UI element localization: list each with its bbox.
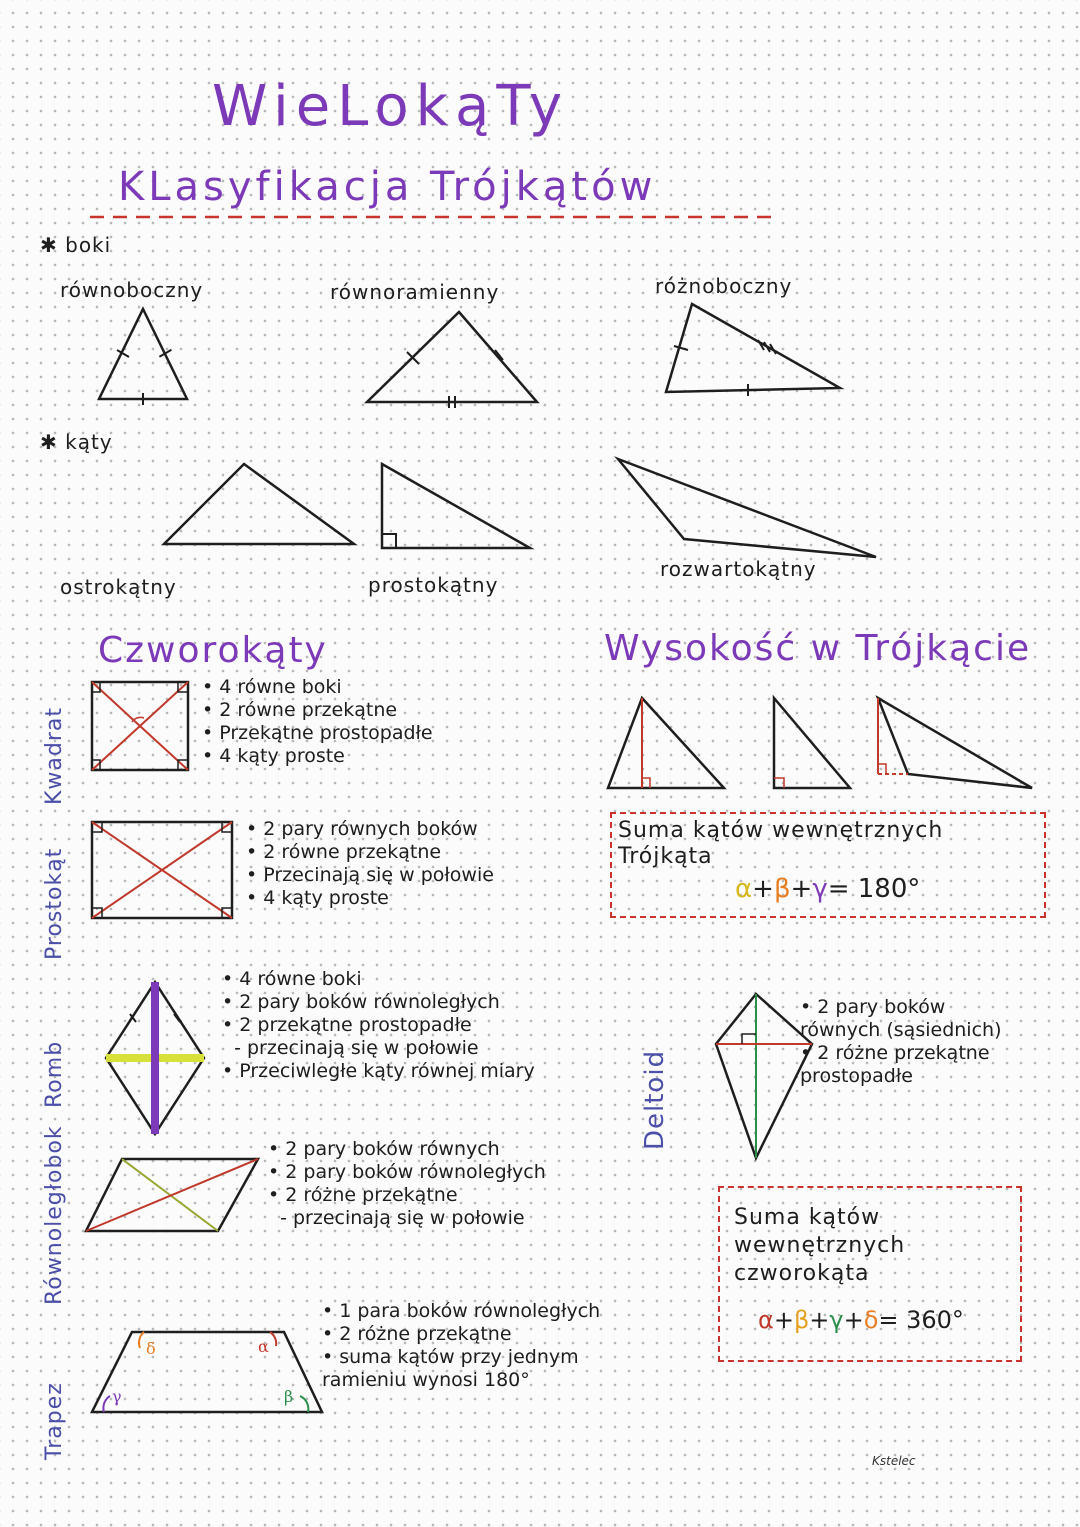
parallelogram-prop: - przecinają się w połowie: [280, 1207, 525, 1229]
square-prop: • 4 równe boki: [202, 676, 342, 698]
rectangle-prop: • Przecinają się w połowie: [246, 864, 494, 886]
trapezoid-properties: [322, 1300, 662, 1392]
angle-type-obtuse: rozwartokątny: [660, 557, 817, 581]
beta-symbol: β: [793, 1306, 810, 1334]
plus-symbol: +: [790, 874, 813, 904]
alpha-symbol: α: [758, 1306, 774, 1334]
deltoid-properties: [800, 996, 1050, 1088]
trapezoid-beta-label: β: [284, 1387, 294, 1406]
height-right-triangle: [770, 694, 860, 794]
gamma-symbol: γ: [812, 874, 828, 904]
alpha-symbol: α: [735, 874, 753, 904]
side-type-isosceles: równoramienny: [330, 280, 500, 304]
plus-symbol: +: [843, 1306, 864, 1334]
page-title: WieLokąTy: [212, 74, 569, 139]
trapezoid-gamma-label: γ: [112, 1387, 122, 1406]
rhombus-prop: • Przeciwległe kąty równej miary: [222, 1060, 535, 1082]
side-type-scalene: różnoboczny: [655, 274, 793, 298]
bullet-star-icon: ✱: [40, 233, 66, 257]
trapezoid-prop: • 2 różne przekątne: [322, 1323, 512, 1345]
trapezoid-delta-label: δ: [146, 1339, 156, 1358]
trapezoid-prop: • suma kątów przy jednym ramieniu wynosi 180°: [322, 1346, 579, 1391]
parallelogram-properties: [268, 1138, 546, 1230]
angle-type-acute: ostrokątny: [60, 575, 177, 599]
section-angles-heading: ✱ kąty: [40, 430, 113, 454]
rhombus-prop: • 2 przekątne prostopadłe: [222, 1014, 472, 1036]
quad-sum-formula: [758, 1306, 964, 1334]
rectangle-shape: [88, 818, 238, 923]
angle-type-right: prostokątny: [368, 573, 499, 597]
label-rownoleglobok: Równoległobok: [42, 1125, 67, 1305]
subtitle: KLasyfikacja Trójkątów: [118, 164, 657, 210]
beta-symbol: β: [773, 874, 791, 904]
label-deltoid: Deltoid: [640, 1049, 670, 1150]
deltoid-prop: • 2 różne przekątne prostopadłe: [800, 1042, 990, 1087]
plus-symbol: +: [809, 1306, 830, 1334]
plus-symbol: +: [773, 1306, 794, 1334]
parallelogram-shape: [82, 1155, 262, 1235]
triangle-sum-formula: [735, 874, 920, 904]
rhombus-prop: • 2 pary boków równoległych: [222, 991, 500, 1013]
acute-triangle: [160, 460, 360, 550]
parallelogram-prop: • 2 pary boków równych: [268, 1138, 500, 1160]
rectangle-prop: • 4 kąty proste: [246, 887, 389, 909]
square-prop: • 4 kąty proste: [202, 745, 345, 767]
square-properties: [202, 676, 433, 768]
parallelogram-prop: • 2 różne przekątne: [268, 1184, 458, 1206]
height-acute-triangle: [604, 694, 729, 794]
sum-value: = 360°: [878, 1306, 964, 1334]
trapezoid-prop: • 1 para boków równoległych: [322, 1300, 601, 1322]
quadrilaterals-heading: Czworokąty: [98, 630, 328, 671]
parallelogram-prop: • 2 pary boków równoległych: [268, 1161, 546, 1183]
bullet-star-icon: ✱: [40, 430, 66, 454]
square-shape: [88, 678, 198, 778]
trapezoid-shape: [88, 1328, 328, 1418]
deltoid-prop: • 2 pary boków równych (sąsiednich): [800, 996, 1002, 1041]
rectangle-prop: • 2 pary równych boków: [246, 818, 478, 840]
section-sides-heading: ✱ boki: [40, 233, 112, 257]
isosceles-triangle: [363, 308, 543, 408]
label-trapez: Trapez: [42, 1382, 67, 1460]
rhombus-shape: [100, 978, 210, 1138]
subtitle-underline: [90, 214, 790, 220]
height-obtuse-triangle: [868, 694, 1038, 794]
plus-symbol: +: [752, 874, 774, 904]
scalene-triangle: [662, 300, 862, 400]
rhombus-prop: - przecinają się w połowie: [234, 1037, 479, 1059]
side-type-equilateral: równoboczny: [60, 278, 204, 302]
height-heading: Wysokość w Trójkącie: [604, 628, 1032, 669]
rhombus-properties: [222, 968, 535, 1083]
gamma-symbol: γ: [829, 1306, 844, 1334]
obtuse-triangle: [614, 455, 884, 565]
square-prop: • Przekątne prostopadłe: [202, 722, 433, 744]
delta-symbol: δ: [863, 1306, 879, 1334]
quad-sum-text: Suma kątów wewnętrznych czworokąta: [734, 1205, 906, 1286]
trapezoid-alpha-label: α: [258, 1337, 269, 1356]
equilateral-triangle: [95, 305, 195, 405]
right-triangle: [378, 460, 538, 555]
square-prop: • 2 równe przekątne: [202, 699, 398, 721]
signature: Kstelec: [872, 1454, 916, 1468]
label-kwadrat: Kwadrat: [42, 706, 67, 805]
label-prostokat: Prostokąt: [42, 847, 67, 960]
triangle-sum-text: Suma kątów wewnętrznych Trójkąta: [618, 818, 944, 869]
sum-value: = 180°: [827, 874, 921, 904]
rectangle-prop: • 2 równe przekątne: [246, 841, 442, 863]
rectangle-properties: [246, 818, 494, 910]
label-romb: Romb: [42, 1040, 67, 1108]
rhombus-prop: • 4 równe boki: [222, 968, 362, 990]
